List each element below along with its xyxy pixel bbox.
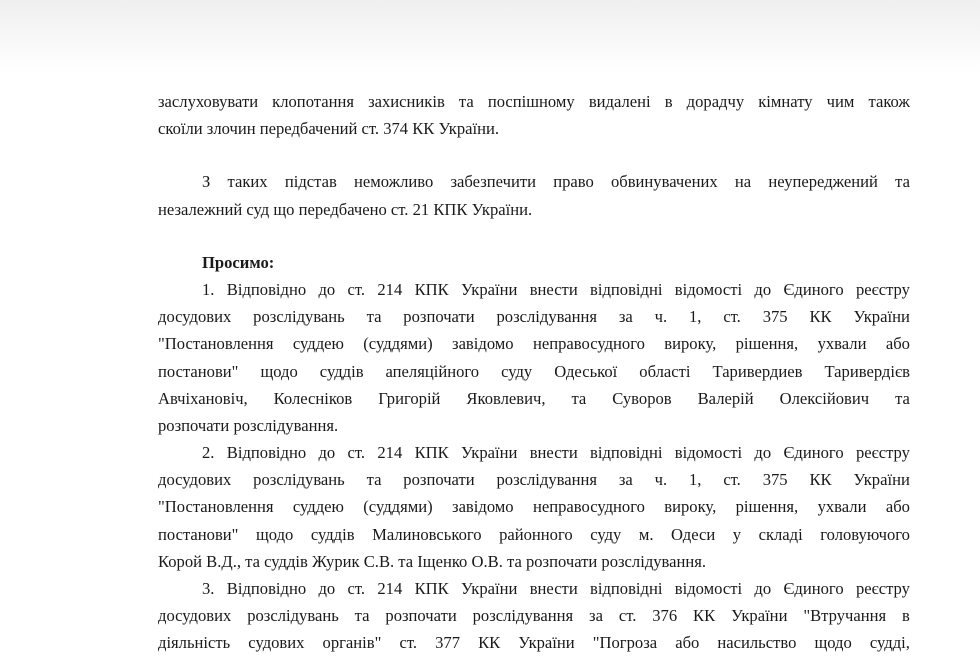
paragraph-gap <box>158 223 910 249</box>
word: 214 <box>377 579 403 598</box>
word: у <box>732 524 742 544</box>
text-line <box>158 168 910 195</box>
word: судді, <box>869 633 910 653</box>
text-line <box>158 88 910 115</box>
word: України <box>461 579 518 598</box>
word: ст. <box>347 579 366 598</box>
word: КК <box>693 606 716 626</box>
word: дорадчу <box>686 92 745 111</box>
word: України <box>853 470 910 490</box>
word: рішення, <box>735 334 799 354</box>
word: вироку, <box>664 497 717 517</box>
text-line <box>158 276 910 303</box>
word: 1, <box>689 470 702 490</box>
word: З <box>202 172 211 192</box>
word: 2. <box>202 443 215 463</box>
word: Суворов <box>612 388 672 408</box>
word: органів" <box>322 633 382 653</box>
word: неправосудного <box>532 334 645 354</box>
word: Яковлевич, <box>466 388 546 408</box>
word: чим <box>826 92 855 111</box>
word: 214 <box>377 443 403 463</box>
word: КПК <box>414 279 449 299</box>
word: КПК <box>414 579 449 598</box>
word: щодо <box>260 361 298 381</box>
basis-paragraph <box>158 168 910 222</box>
word: КК <box>478 633 501 653</box>
word: обвинувачених <box>610 172 718 192</box>
text-line <box>158 602 910 629</box>
word: Таривердиев <box>712 361 803 381</box>
word: суддею <box>292 497 344 517</box>
word: до <box>754 579 772 598</box>
request-item-3 <box>158 575 910 657</box>
word: Єдиного <box>783 443 844 463</box>
word: вироку, <box>664 334 717 354</box>
word: "Погроза <box>592 633 658 653</box>
word: судових <box>248 633 305 653</box>
word: завідомо <box>452 497 514 517</box>
text-line <box>158 303 910 330</box>
paragraph-gap <box>158 142 910 168</box>
word: та <box>354 606 370 626</box>
word: Авчіхановіч, <box>158 388 248 408</box>
word: відповідні <box>590 443 663 463</box>
word: відомості <box>674 279 743 299</box>
request-heading: Просимо: <box>202 252 275 272</box>
word: ст. <box>399 633 418 653</box>
word: 375 <box>762 470 788 490</box>
word: насильство <box>717 633 797 653</box>
word: ст. <box>347 279 366 299</box>
word: Григорій <box>378 388 441 408</box>
text-line <box>158 466 910 493</box>
word: Єдиного <box>783 279 844 299</box>
word: ст. <box>618 606 637 626</box>
scan-shadow <box>0 0 980 70</box>
word: суддею <box>292 334 344 354</box>
word: (суддями) <box>363 497 433 517</box>
word: до <box>754 279 772 299</box>
word: КПК <box>414 443 449 463</box>
word: реєстру <box>855 279 910 299</box>
word: 3. <box>202 579 215 598</box>
text-line <box>158 330 910 357</box>
word: Одеси <box>671 524 716 544</box>
word: внести <box>529 579 578 598</box>
word: суду <box>501 361 533 381</box>
word: суддів <box>310 524 355 544</box>
word: ч. <box>654 307 668 327</box>
word: "Постановлення <box>158 334 274 354</box>
text-line <box>158 385 910 412</box>
text-line: розпочати розслідування. <box>158 415 339 435</box>
word: неправосудного <box>532 497 645 517</box>
word: України <box>731 606 788 626</box>
word: розслідувань <box>247 606 339 626</box>
word: кімнату <box>758 92 813 111</box>
word: досудових <box>158 606 232 626</box>
text-line <box>158 575 910 602</box>
word: на <box>734 172 752 192</box>
word: щодо <box>814 633 852 653</box>
word: Малиновського <box>372 524 482 544</box>
word: щодо <box>255 524 294 544</box>
word: за <box>618 307 633 327</box>
word: внести <box>529 443 578 463</box>
word: ухвали <box>817 334 867 354</box>
word: "Постановлення <box>158 497 274 517</box>
word: та <box>366 470 382 490</box>
word: 375 <box>762 307 788 327</box>
word: суддів <box>319 361 364 381</box>
word: за <box>589 606 603 626</box>
word: ч. <box>654 470 668 490</box>
word: до <box>318 279 336 299</box>
word: розслідування <box>472 606 574 626</box>
word: КК <box>809 307 832 327</box>
word: в <box>664 92 673 111</box>
document-body <box>158 88 910 657</box>
word: суду <box>590 524 622 544</box>
word: також <box>868 92 910 111</box>
word: області <box>639 361 691 381</box>
word: або <box>675 633 700 653</box>
word: постанови" <box>158 524 239 544</box>
word: неможливо <box>354 172 434 192</box>
word: 376 <box>652 606 678 626</box>
text-line <box>158 439 910 466</box>
word: Відповідно <box>226 579 307 598</box>
word: постанови" <box>158 361 239 381</box>
text-line: незалежний суд що передбачено ст. 21 КПК України. <box>158 199 533 219</box>
word: розслідування <box>496 307 597 327</box>
word: складі <box>758 524 803 544</box>
word: забезпечити <box>450 172 536 192</box>
word: за <box>618 470 633 490</box>
word: відповідні <box>590 279 663 299</box>
word: України <box>461 279 518 299</box>
word: реєстру <box>855 443 910 463</box>
word: Відповідно <box>226 279 307 299</box>
word: розпочати <box>403 470 475 490</box>
word: поспішному <box>487 92 575 111</box>
word: або <box>885 334 910 354</box>
text-line <box>158 358 910 385</box>
word: до <box>318 579 336 598</box>
word: видалені <box>588 92 651 111</box>
word: Таривердієв <box>824 361 910 381</box>
word: розслідувань <box>253 470 345 490</box>
word: відповідні <box>590 579 663 598</box>
word: Колесніков <box>273 388 353 408</box>
opening-paragraph <box>158 88 910 142</box>
word: розпочати <box>403 307 475 327</box>
word: ст. <box>723 307 741 327</box>
text-line: Корой В.Д., та суддів Журик С.В. та Іщенко О.В. та розпочати розслідування. <box>158 551 707 571</box>
word: клопотання <box>272 92 354 111</box>
word: до <box>754 443 772 463</box>
word: до <box>318 443 336 463</box>
word: неупереджений <box>768 172 878 192</box>
text-line <box>158 629 910 656</box>
word: КК <box>809 470 832 490</box>
word: районного <box>499 524 573 544</box>
word: 1. <box>202 279 215 299</box>
word: Єдиного <box>783 579 844 598</box>
word: "Втручання <box>803 606 887 626</box>
word: відомості <box>674 443 743 463</box>
word: (суддями) <box>363 334 433 354</box>
word: України <box>518 633 575 653</box>
word: Відповідно <box>226 443 307 463</box>
word: України <box>461 443 518 463</box>
word: Одеської <box>554 361 618 381</box>
word: внести <box>529 279 578 299</box>
word: заслуховувати <box>158 92 259 111</box>
word: таких <box>227 172 268 192</box>
word: апеляційного <box>385 361 480 381</box>
word: захисників <box>368 92 445 111</box>
word: в <box>902 606 910 626</box>
word: розслідувань <box>253 307 345 327</box>
word: Олексійович <box>779 388 870 408</box>
word: досудових <box>158 470 232 490</box>
word: підстав <box>284 172 337 192</box>
word: України <box>853 307 910 327</box>
word: та <box>571 388 587 408</box>
word: розслідування <box>496 470 597 490</box>
word: головуючого <box>820 524 910 544</box>
word: та <box>366 307 382 327</box>
word: досудових <box>158 307 232 327</box>
word: та <box>895 388 910 408</box>
word: та <box>458 92 474 111</box>
text-line <box>158 521 910 548</box>
word: 377 <box>435 633 460 653</box>
word: Валерій <box>697 388 754 408</box>
request-item-1 <box>158 276 910 439</box>
word: ухвали <box>817 497 867 517</box>
text-line: скоїли злочин передбачений ст. 374 КК України. <box>158 119 500 139</box>
word: реєстру <box>855 579 910 598</box>
word: м. <box>638 524 654 544</box>
request-item-2 <box>158 439 910 575</box>
word: розпочати <box>385 606 457 626</box>
word: рішення, <box>735 497 799 517</box>
word: відомості <box>674 579 743 598</box>
word: ст. <box>723 470 741 490</box>
word: або <box>885 497 910 517</box>
word: право <box>553 172 594 192</box>
word: ст. <box>347 443 366 463</box>
word: діяльність <box>158 633 231 653</box>
word: та <box>895 172 910 192</box>
word: завідомо <box>452 334 514 354</box>
text-line <box>158 493 910 520</box>
word: 214 <box>377 279 403 299</box>
word: 1, <box>689 307 702 327</box>
